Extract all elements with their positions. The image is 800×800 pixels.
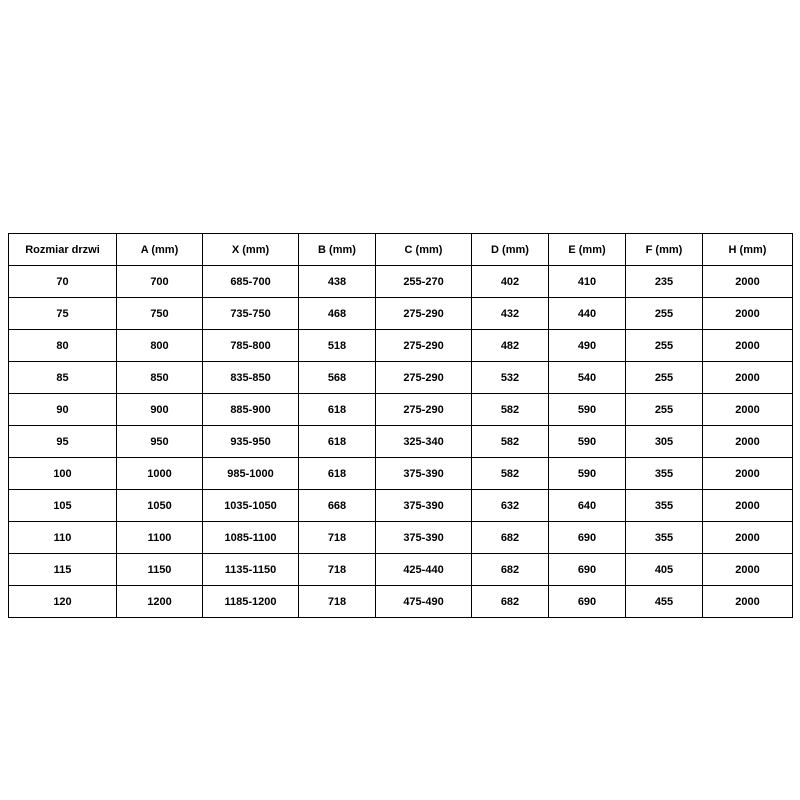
table-cell: 750	[117, 298, 203, 330]
table-cell: 582	[472, 426, 549, 458]
table-cell: 682	[472, 522, 549, 554]
table-cell: 1050	[117, 490, 203, 522]
table-cell: 885-900	[203, 394, 299, 426]
table-cell: 375-390	[376, 522, 472, 554]
table-row	[9, 586, 793, 618]
table-cell: 255-270	[376, 266, 472, 298]
table-cell: 70	[9, 266, 117, 298]
table-cell: 490	[549, 330, 626, 362]
table-cell: 275-290	[376, 362, 472, 394]
table-header-cell: C (mm)	[376, 234, 472, 266]
table-header-cell: E (mm)	[549, 234, 626, 266]
table-row	[9, 362, 793, 394]
table-cell: 540	[549, 362, 626, 394]
table-cell: 850	[117, 362, 203, 394]
table-cell: 1135-1150	[203, 554, 299, 586]
table-cell: 690	[549, 554, 626, 586]
table-cell: 618	[299, 394, 376, 426]
table-row	[9, 394, 793, 426]
table-cell: 2000	[703, 394, 793, 426]
table-cell: 518	[299, 330, 376, 362]
table-cell: 255	[626, 362, 703, 394]
table-cell: 1000	[117, 458, 203, 490]
table-header-row	[9, 234, 793, 266]
table-cell: 618	[299, 426, 376, 458]
table-cell: 718	[299, 554, 376, 586]
table-cell: 90	[9, 394, 117, 426]
table-header-cell: Rozmiar drzwi	[9, 234, 117, 266]
table-row	[9, 522, 793, 554]
table-cell: 532	[472, 362, 549, 394]
table-cell: 355	[626, 458, 703, 490]
table-cell: 438	[299, 266, 376, 298]
table-cell: 355	[626, 522, 703, 554]
table-cell: 568	[299, 362, 376, 394]
table-cell: 440	[549, 298, 626, 330]
table-cell: 75	[9, 298, 117, 330]
table-header-cell: H (mm)	[703, 234, 793, 266]
table-cell: 590	[549, 458, 626, 490]
table-cell: 355	[626, 490, 703, 522]
table-cell: 2000	[703, 266, 793, 298]
table-cell: 482	[472, 330, 549, 362]
table-cell: 582	[472, 458, 549, 490]
table-cell: 115	[9, 554, 117, 586]
table-header-cell: A (mm)	[117, 234, 203, 266]
table-cell: 835-850	[203, 362, 299, 394]
table-cell: 405	[626, 554, 703, 586]
table-cell: 1100	[117, 522, 203, 554]
table-cell: 110	[9, 522, 117, 554]
table-cell: 718	[299, 586, 376, 618]
table-cell: 2000	[703, 426, 793, 458]
table-cell: 1085-1100	[203, 522, 299, 554]
table-cell: 590	[549, 426, 626, 458]
table-cell: 582	[472, 394, 549, 426]
table-cell: 255	[626, 298, 703, 330]
table-cell: 80	[9, 330, 117, 362]
table-cell: 668	[299, 490, 376, 522]
table-cell: 690	[549, 586, 626, 618]
table-row	[9, 554, 793, 586]
table-cell: 950	[117, 426, 203, 458]
table-cell: 935-950	[203, 426, 299, 458]
table-cell: 275-290	[376, 298, 472, 330]
table-cell: 255	[626, 330, 703, 362]
table-cell: 735-750	[203, 298, 299, 330]
table-row	[9, 458, 793, 490]
table-cell: 682	[472, 554, 549, 586]
table-cell: 85	[9, 362, 117, 394]
table-cell: 2000	[703, 522, 793, 554]
table-cell: 235	[626, 266, 703, 298]
table-cell: 325-340	[376, 426, 472, 458]
table-cell: 2000	[703, 298, 793, 330]
table-cell: 375-390	[376, 490, 472, 522]
table-cell: 425-440	[376, 554, 472, 586]
table-cell: 95	[9, 426, 117, 458]
table-cell: 375-390	[376, 458, 472, 490]
table-cell: 2000	[703, 362, 793, 394]
table-cell: 432	[472, 298, 549, 330]
table-cell: 120	[9, 586, 117, 618]
table-cell: 690	[549, 522, 626, 554]
table-cell: 2000	[703, 586, 793, 618]
table-header-cell: F (mm)	[626, 234, 703, 266]
table-cell: 402	[472, 266, 549, 298]
table-cell: 2000	[703, 554, 793, 586]
table-cell: 800	[117, 330, 203, 362]
table-cell: 900	[117, 394, 203, 426]
table-header-cell: B (mm)	[299, 234, 376, 266]
table-cell: 275-290	[376, 330, 472, 362]
table-header-cell: D (mm)	[472, 234, 549, 266]
table-cell: 410	[549, 266, 626, 298]
table-cell: 640	[549, 490, 626, 522]
table-cell: 2000	[703, 330, 793, 362]
table-cell: 590	[549, 394, 626, 426]
table-cell: 700	[117, 266, 203, 298]
table-cell: 718	[299, 522, 376, 554]
door-size-table	[8, 233, 793, 618]
table-cell: 1035-1050	[203, 490, 299, 522]
table-cell: 2000	[703, 490, 793, 522]
table-row	[9, 426, 793, 458]
table-cell: 618	[299, 458, 376, 490]
table-header-cell: X (mm)	[203, 234, 299, 266]
table-cell: 2000	[703, 458, 793, 490]
table-cell: 100	[9, 458, 117, 490]
table-cell: 1185-1200	[203, 586, 299, 618]
table-row	[9, 490, 793, 522]
table-cell: 682	[472, 586, 549, 618]
table-cell: 475-490	[376, 586, 472, 618]
table-cell: 455	[626, 586, 703, 618]
table-cell: 305	[626, 426, 703, 458]
table-cell: 1150	[117, 554, 203, 586]
table-cell: 275-290	[376, 394, 472, 426]
table-row	[9, 330, 793, 362]
table-cell: 468	[299, 298, 376, 330]
table-cell: 985-1000	[203, 458, 299, 490]
table-cell: 1200	[117, 586, 203, 618]
table-cell: 632	[472, 490, 549, 522]
table-cell: 255	[626, 394, 703, 426]
table-cell: 685-700	[203, 266, 299, 298]
table-cell: 105	[9, 490, 117, 522]
table-cell: 785-800	[203, 330, 299, 362]
size-table-container	[8, 233, 792, 618]
table-row	[9, 298, 793, 330]
table-row	[9, 266, 793, 298]
